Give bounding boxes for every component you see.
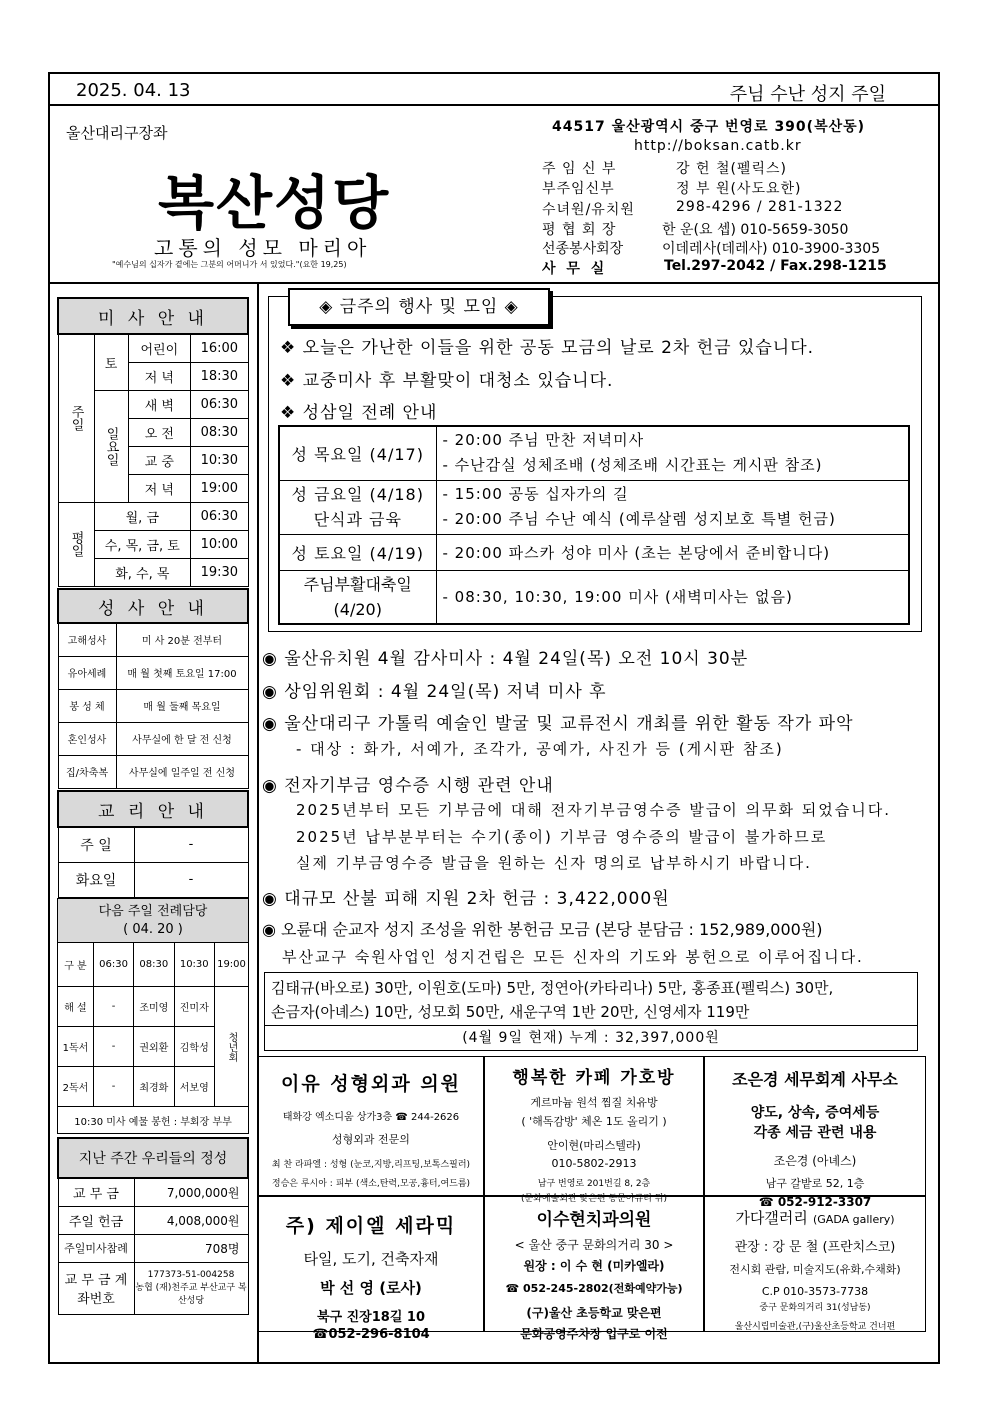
sacrament-info: 사무실에 일주일 전 신청 [116, 755, 248, 788]
office-contact: Tel.297-2042 / Fax.298-1215 [664, 258, 887, 274]
offering-label: 주일 헌금 [58, 1206, 134, 1234]
ad-title: 가다갤러리 [735, 1209, 808, 1227]
bulletin-date: 2025. 04. 13 [76, 80, 191, 101]
mass-name: 교 중 [128, 446, 191, 474]
sacrament-name: 고해성사 [58, 623, 116, 656]
mass-name: 어린이 [128, 334, 191, 362]
liturgy-table [57, 898, 249, 1134]
triduum-line: - 20:00 파스카 성야 미사 (초는 본당에서 준비합니다) [436, 534, 909, 570]
ad-tax-office [704, 1056, 926, 1209]
ad-dental [484, 1196, 704, 1341]
council-contact: 한 운(요 셉) 010-5659-3050 [662, 222, 849, 238]
office-label: 사 무 실 [542, 261, 608, 277]
notice-artists: ◉ 울산대리구 가톨릭 예술인 발굴 및 교류전시 개최를 위한 활동 작가 파악 [262, 714, 854, 734]
ad-subtitle: (GADA gallery) [812, 1213, 895, 1226]
mass-time: 18:30 [191, 362, 248, 390]
events-title: ◈ 금주의 행사 및 모임 ◈ [288, 288, 550, 326]
liturgy-role: 2독서 [58, 1067, 94, 1107]
mass-name: 화, 수, 목 [94, 558, 191, 586]
catechism-table [57, 790, 249, 898]
ad-line: 성형외과 전문의 [332, 1133, 410, 1146]
ad-ceramic [258, 1196, 484, 1342]
catechism-day: 주 일 [58, 827, 134, 862]
ad-line: 문화공영주차장 입구로 이전 [520, 1327, 668, 1341]
triduum-day: 주님부활대축일 (4/20) [279, 570, 436, 624]
account-bank: 농협 (재)천주교 부산교구 복산성당 [135, 1282, 247, 1306]
ad-line: ☎ 052-912-3307 [758, 1195, 872, 1209]
ad-line: 원장 : 이 수 현 (미카엘라) [523, 1259, 665, 1273]
notice-receipt-line: 실제 기부금영수증 발급을 원하는 신자 명의로 납부하시기 바랍니다. [296, 854, 812, 872]
council-label: 평 협 회 장 [542, 222, 617, 238]
mass-time: 10:30 [191, 446, 248, 474]
mass-time: 19:30 [191, 558, 248, 586]
triduum-line: - 수난감실 성체조배 (성체조배 시간표는 게시판 참조) [442, 456, 823, 475]
catechism-title: 교 리 안 내 [58, 791, 248, 827]
sacrament-name: 혼인성사 [58, 722, 116, 755]
ad-line: 정승은 루시아 : 피부 (색소,탄력,모공,흉터,여드름) [271, 1179, 471, 1189]
parish-website[interactable]: http://boksan.catb.kr [634, 138, 802, 154]
mass-time: 10:00 [191, 530, 248, 558]
assistant-name: 정 부 원(사도요한) [676, 181, 802, 197]
ad-line: 북구 진장18길 10 [316, 1310, 426, 1325]
ad-line: 조은경 (아녜스) [773, 1154, 857, 1168]
liturgical-sunday: 주님 수난 성지 주일 [729, 84, 886, 105]
sun-label: 일요일 [94, 390, 128, 502]
liturgy-cell: - [93, 1067, 133, 1107]
ad-line: 안이현(마리스텔라) [547, 1139, 641, 1152]
donor-line: 김태규(바오로) 30만, 이원호(도마) 5만, 정연아(카타리나) 5만, 홍종표(펠릭스) 30만, [271, 979, 834, 997]
sacrament-info: 미 사 20분 전부터 [116, 623, 248, 656]
ad-line: 남구 갈밭로 52, 1층 [765, 1177, 865, 1190]
ad-line: 010-5802-2913 [551, 1157, 637, 1170]
sat-label: 토 [94, 334, 128, 390]
mission-label: 선종봉사회장 [542, 241, 624, 257]
triduum-day: 성 금요일 (4/18) 단식과 금육 [279, 480, 436, 534]
assistant-label: 부주임신부 [542, 181, 615, 197]
triduum-line: - 08:30, 10:30, 19:00 미사 (새벽미사는 없음) [436, 570, 909, 624]
ad-line: 게르마늄 원석 찜질 치유방 [530, 1096, 658, 1109]
offering-table [57, 1137, 249, 1315]
mass-name: 월, 금 [94, 502, 191, 530]
mass-name: 저 녁 [128, 362, 191, 390]
ad-line: ☎052-296-8104 [312, 1327, 430, 1342]
offering-value: 4,008,000원 [134, 1206, 248, 1234]
weekday-label: 평일 [58, 502, 94, 586]
ad-line: 남구 번영로 201번길 8, 2층 [537, 1179, 651, 1189]
catechism-info: - [134, 862, 248, 897]
liturgy-note: 10:30 미사 예물 봉헌 : 부회장 부부 [58, 1107, 249, 1134]
ad-line: 최 찬 라파엘 : 성형 (눈코,지방,리프팅,보톡스필러) [271, 1160, 471, 1170]
liturgy-title-text: 다음 주일 전례담당 [98, 903, 208, 919]
ad-line: ☎ 052-245-2802(전화예약가능) [505, 1282, 683, 1295]
sacrament-info: 매 월 둘째 목요일 [116, 689, 248, 722]
motto: "예수님의 십자가 곁에는 그분의 어머니가 서 있었다."(요한 19,25) [112, 260, 347, 269]
mission-contact: 이데레사(데레사) 010-3900-3305 [662, 241, 881, 257]
catechism-info: - [134, 827, 248, 862]
event-item: ❖ 오늘은 가난한 이들을 위한 공동 모금의 날로 2차 헌금 있습니다. [280, 338, 815, 358]
mass-time: 16:00 [191, 334, 248, 362]
ad-line: 전시회 관람, 미술지도(유화,수채화) [729, 1263, 901, 1276]
ad-title: 조은경 세무회계 사무소 [732, 1070, 898, 1089]
convent-label: 수녀원/유치원 [542, 202, 635, 218]
ad-line: 태화강 엑소디움 상가3층 ☎ 244-2626 [282, 1112, 460, 1123]
triduum-day: 성 토요일 (4/19) [279, 534, 436, 570]
sacrament-info: 사무실에 한 달 전 신청 [116, 722, 248, 755]
diocese-label: 울산대리구장좌 [66, 124, 168, 142]
liturgy-cell: 최경화 [134, 1067, 174, 1107]
event-item: ❖ 교중미사 후 부활맞이 대청소 있습니다. [280, 371, 614, 391]
ad-title: 이유 성형외과 의원 [280, 1073, 462, 1095]
catechism-day: 화요일 [58, 862, 134, 897]
mass-name: 오 전 [128, 418, 191, 446]
patron-name: 고통의 성모 마리아 [154, 236, 372, 260]
mass-name: 수, 목, 금, 토 [94, 530, 191, 558]
ad-plastic-surgery [258, 1056, 484, 1196]
triduum-detail [436, 480, 909, 534]
ad-line: 양도, 상속, 증여세등 [750, 1105, 880, 1121]
notice-receipt-line: 2025년부터 모든 기부금에 대해 전자기부금영수증 발급이 의무화 되었습니다. [296, 801, 892, 819]
header-divider [48, 282, 940, 284]
ad-title: 주) 제이엘 세라믹 [285, 1215, 457, 1237]
ad-line: (구)울산 초등학교 맞은편 [526, 1306, 662, 1320]
liturgy-title [58, 899, 249, 943]
offering-label: 주일미사참례 [58, 1234, 134, 1262]
notice-receipt-line: 2025년 납부분부터는 수기(종이) 기부금 영수증의 발급이 불가하므로 [296, 828, 828, 846]
mass-time: 06:30 [191, 390, 248, 418]
ad-line: ( '해독감방' 체온 1도 올리기 ) [521, 1115, 667, 1128]
ad-title-row [705, 1207, 925, 1228]
mass-time: 08:30 [191, 418, 248, 446]
notice-kindergarten: ◉ 울산유치원 4월 감사미사 : 4월 24일(목) 오전 10시 30분 [262, 649, 749, 669]
triduum-line: - 15:00 공동 십자가의 길 [442, 485, 629, 503]
ad-line: (문화예술회관 맞은편 동문아큐티 뒤) [520, 1194, 668, 1204]
sacrament-info: 매 월 첫째 토요일 17:00 [116, 656, 248, 689]
pastor-name: 강 헌 철(펠릭스) [676, 161, 787, 177]
mass-time: 06:30 [191, 502, 248, 530]
liturgy-cell: 진미자 [174, 987, 215, 1027]
account-info [134, 1262, 248, 1314]
ad-line: 중구 문화의거리 31(성남동) [759, 1303, 871, 1313]
ad-title: 이수현치과의원 [536, 1210, 652, 1230]
parish-title: 복산성당 [158, 169, 391, 237]
liturgy-header: 10:30 [174, 943, 215, 987]
ad-line: 관장 : 강 문 철 (프란치스코) [734, 1240, 896, 1255]
ad-title: 행복한 카페 가호방 [512, 1068, 676, 1088]
pastor-label: 주 임 신 부 [542, 161, 617, 177]
event-item: ❖ 성삼일 전례 안내 [280, 403, 438, 423]
liturgy-header: 19:00 [215, 943, 249, 987]
ad-line: 울산시립미술관,(구)울산초등학교 건너편 [734, 1322, 896, 1332]
offering-value: 7,000,000원 [134, 1178, 248, 1206]
donor-line: 손금자(아녜스) 10만, 성모회 50만, 새운구역 1반 20만, 신영세자 119만 [271, 1003, 750, 1021]
liturgy-header: 08:30 [134, 943, 174, 987]
donation-total: (4월 9일 현재) 누계 : 32,397,000원 [264, 1025, 918, 1051]
mass-table [57, 297, 249, 587]
ad-line: C.P 010-3573-7738 [761, 1285, 869, 1298]
offering-label: 교 무 금 [58, 1178, 134, 1206]
notice-committee: ◉ 상임위원회 : 4월 24일(목) 저녁 미사 후 [262, 682, 607, 702]
ad-line: 각종 세금 관련 내용 [753, 1125, 877, 1141]
liturgy-cell: 조미영 [134, 987, 174, 1027]
sacrament-table [57, 588, 249, 789]
mass-name: 새 벽 [128, 390, 191, 418]
account-number: 177373-51-004258 [147, 1269, 235, 1280]
sacrament-name: 봉 성 체 [58, 689, 116, 722]
liturgy-cell: 서보영 [174, 1067, 215, 1107]
liturgy-header: 구 분 [58, 943, 94, 987]
triduum-table [278, 425, 910, 625]
sacrament-title: 성 사 안 내 [58, 589, 248, 623]
liturgy-date: ( 04. 20 ) [123, 921, 183, 937]
triduum-line: - 20:00 주님 만찬 저녁미사 [442, 431, 645, 450]
notice-wildfire: ◉ 대규모 산불 피해 지원 2차 헌금 : 3,422,000원 [262, 889, 670, 909]
mass-time: 19:00 [191, 474, 248, 502]
sunday-label: 주일 [58, 334, 94, 502]
liturgy-cell: - [93, 987, 133, 1027]
liturgy-header: 06:30 [93, 943, 133, 987]
offering-title: 지난 주간 우리들의 정성 [58, 1138, 248, 1178]
offering-value: 708명 [134, 1234, 248, 1262]
youth-label: 청년회 [215, 987, 249, 1107]
account-label: 교 무 금 계좌번호 [58, 1262, 134, 1314]
notice-artists-detail: - 대상 : 화가, 서예가, 조각가, 공예가, 사진가 등 (게시판 참조) [296, 740, 784, 758]
ad-gallery [704, 1196, 926, 1332]
triduum-day: 성 목요일 (4/17) [279, 426, 436, 480]
liturgy-cell: 권외환 [134, 1027, 174, 1067]
sacrament-name: 집/차축복 [58, 755, 116, 788]
ad-line: < 울산 중구 문화의거리 30 > [514, 1238, 674, 1252]
convent-phone: 298-4296 / 281-1322 [676, 199, 844, 215]
liturgy-role: 해 설 [58, 987, 94, 1027]
liturgy-role: 1독서 [58, 1027, 94, 1067]
triduum-line: - 20:00 주님 수난 예식 (예루살렘 성지보호 특별 헌금) [442, 510, 836, 528]
notice-receipt: ◉ 전자기부금 영수증 시행 관련 안내 [262, 776, 554, 796]
donor-list [264, 972, 918, 1026]
ad-line: 타일, 도기, 건축자재 [303, 1250, 439, 1268]
liturgy-cell: - [93, 1027, 133, 1067]
sacrament-name: 유아세례 [58, 656, 116, 689]
notice-shrine-detail: 부산교구 숙원사업인 성지건립은 모든 신자의 기도와 봉헌으로 이루어집니다. [282, 948, 864, 966]
ad-cafe [484, 1056, 704, 1204]
triduum-detail [436, 426, 909, 480]
mass-name: 저 녁 [128, 474, 191, 502]
notice-shrine: ◉ 오륜대 순교자 성지 조성을 위한 봉헌금 모금 (본당 분담금 : 152,989,000원) [262, 920, 823, 939]
parish-address: 44517 울산광역시 중구 번영로 390(복산동) [552, 119, 866, 135]
liturgy-cell: 김학성 [174, 1027, 215, 1067]
mass-title: 미 사 안 내 [58, 298, 248, 334]
ad-line: 박 선 영 (로사) [320, 1279, 422, 1297]
